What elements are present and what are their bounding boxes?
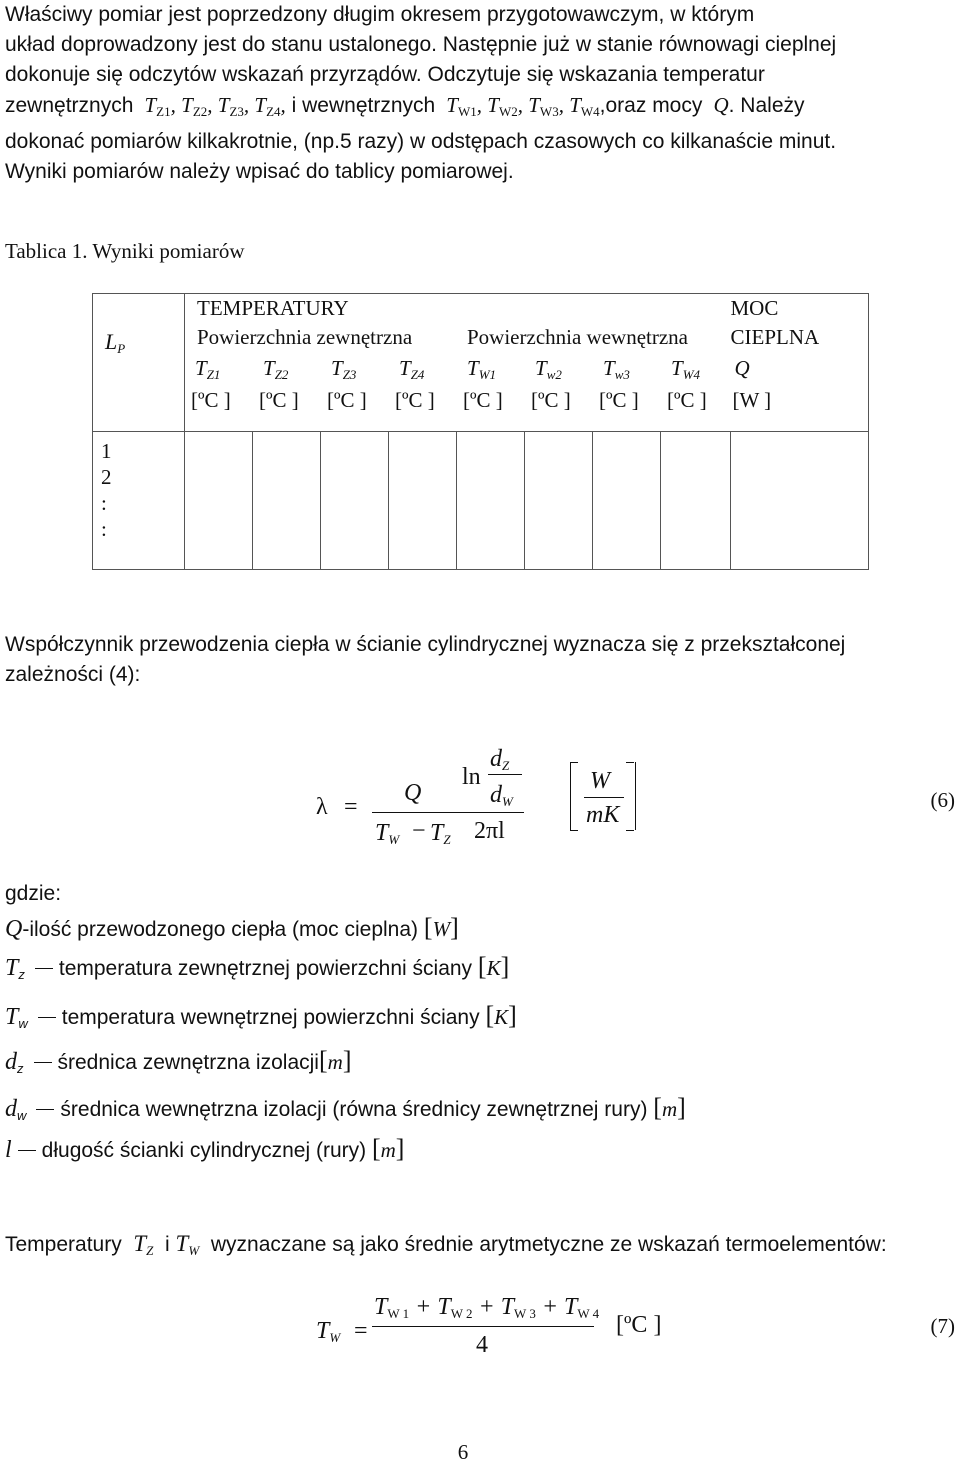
definition-l: l długość ścianki cylindrycznej (rury) [m] bbox=[5, 1134, 405, 1163]
temp-unit: [ºC ] bbox=[531, 388, 571, 412]
fraction-line bbox=[372, 812, 462, 813]
minus-sign: − bbox=[412, 818, 426, 844]
lp-symbol: $L_P$ bbox=[105, 329, 126, 356]
table-cell[interactable] bbox=[525, 432, 593, 570]
eq7-equals: = bbox=[354, 1318, 368, 1344]
bracket-top-left bbox=[570, 762, 578, 763]
equation-number-7: (7) bbox=[930, 1314, 955, 1338]
numerator-q: Q bbox=[404, 780, 422, 806]
definition-dz: $d_z$ średnica zewnętrzna izolacji[m] bbox=[5, 1046, 352, 1076]
dz-symbol: $d_Z$ bbox=[490, 746, 510, 773]
temp-column-z3: TZ3 bbox=[331, 356, 357, 382]
temp-unit: [ºC ] bbox=[395, 388, 435, 412]
intro-line: układ doprowadzony jest do stanu ustalonego. Następnie już w stanie równowagi cieplnej bbox=[5, 33, 837, 56]
intro-line: Właściwy pomiar jest poprzedzony długim okresem przygotowawczym, w którym bbox=[5, 3, 755, 26]
table-header-row bbox=[93, 294, 869, 432]
temp-unit: [ºC ] bbox=[259, 388, 299, 412]
coefficient-paragraph: Współczynnik przewodzenia ciepła w ścianie cylindrycznej wyznacza się z przekształconej zależności (4): bbox=[5, 633, 846, 686]
eq7-numerator: TW 1 + TW 2 + TW 3 + TW 4 bbox=[374, 1294, 600, 1321]
ln-fraction-line bbox=[488, 774, 522, 775]
temperature-columns bbox=[185, 356, 731, 426]
symbol-tw: TW1, TW2, TW3, TW4 bbox=[441, 93, 600, 119]
table-cell[interactable] bbox=[321, 432, 389, 570]
temperatures-title: TEMPERATURY bbox=[197, 296, 349, 320]
symbol-q: Q bbox=[708, 93, 729, 117]
power-header bbox=[731, 294, 869, 432]
bracket-top-right bbox=[626, 762, 634, 763]
second-fraction-line bbox=[462, 812, 524, 813]
power-unit: [W ] bbox=[732, 388, 772, 412]
definition-dw: $d_w$ średnica wewnętrzna izolacji (równa średnicy zewnętrznej rury) [m] bbox=[5, 1093, 686, 1123]
definition-tz: $T_z$ temperatura zewnętrznej powierzchni ściany [K] bbox=[5, 952, 510, 982]
temp-unit: [ºC ] bbox=[667, 388, 707, 412]
bracket-bottom-right bbox=[626, 830, 634, 831]
den-tz: $T_Z$ bbox=[430, 820, 451, 847]
temp-column-w2: Tw2 bbox=[535, 356, 562, 382]
intro-paragraph bbox=[5, 0, 955, 187]
lp-header bbox=[93, 294, 185, 432]
eq7-unit: [ºC ] bbox=[616, 1312, 662, 1338]
eq7-lhs: $T_W$ bbox=[316, 1318, 341, 1345]
table-cell[interactable] bbox=[253, 432, 321, 570]
intro-line: Wyniki pomiarów należy wpisać do tablicy pomiarowej. bbox=[5, 160, 514, 183]
table-cell[interactable] bbox=[593, 432, 661, 570]
where-label: gdzie: bbox=[5, 882, 62, 905]
eq7-fraction-line bbox=[372, 1326, 594, 1327]
ln-label: ln bbox=[462, 764, 481, 790]
temp-unit: [ºC ] bbox=[463, 388, 503, 412]
temp-column-z4: TZ4 bbox=[399, 356, 425, 382]
temp-column-w4: TW4 bbox=[671, 356, 701, 382]
row-numbers: 1 2 : : bbox=[93, 432, 185, 570]
unit-fraction-line bbox=[584, 797, 624, 798]
temp-unit: [ºC ] bbox=[191, 388, 231, 412]
den-tw: $T_W$ bbox=[375, 820, 400, 847]
table-cell[interactable] bbox=[457, 432, 525, 570]
temp-column-z2: TZ2 bbox=[263, 356, 289, 382]
power-title-2: CIEPLNA bbox=[730, 325, 820, 349]
bracket-bottom-left bbox=[570, 830, 578, 831]
two-pi-l: 2πl bbox=[474, 818, 505, 844]
table-row bbox=[93, 432, 869, 570]
temp-column-z1: TZ1 bbox=[195, 356, 221, 382]
inner-surface-label: Powierzchnia wewnętrzna bbox=[467, 325, 688, 349]
unit-denominator: mK bbox=[586, 802, 620, 828]
equation-6 bbox=[0, 740, 960, 860]
dw-symbol: $d_W$ bbox=[490, 782, 513, 809]
temperatures-sentence: Temperatury $T_Z$ i $T_W$ wyznaczane są jako średnie arytmetyczne ze wskazań termoelementów: bbox=[5, 1231, 887, 1258]
power-symbol: Q bbox=[734, 356, 750, 380]
outer-surface-label: Powierzchnia zewnętrzna bbox=[197, 325, 413, 349]
symbol-tz1: TZ1, TZ2, TZ3, TZ4, bbox=[139, 93, 286, 119]
intro-line: dokonuje się odczytów wskazań przyrządów. Odczytuje się wskazania temperatur bbox=[5, 63, 765, 86]
table-cell[interactable] bbox=[661, 432, 731, 570]
definition-tw: $T_w$ temperatura wewnętrznej powierzchni ściany [K] bbox=[5, 1001, 517, 1031]
unit-numerator: W bbox=[590, 768, 610, 794]
temp-column-w1: TW1 bbox=[467, 356, 497, 382]
equation-7 bbox=[0, 1290, 960, 1370]
equals-sign: = bbox=[344, 794, 358, 820]
table-cell[interactable] bbox=[389, 432, 457, 570]
intro-line-symbols: zewnętrznych TZ1, TZ2, TZ3, TZ4, i wewnętrznych TW1, TW2, TW3, TW4,oraz mocy Q. Należy bbox=[5, 93, 805, 119]
equation-number-6: (6) bbox=[930, 788, 955, 812]
intro-line: dokonać pomiarów kilkakrotnie, (np.5 razy) w odstępach czasowych co kilkanaście minut. bbox=[5, 130, 837, 153]
eq7-denominator: 4 bbox=[476, 1332, 488, 1358]
lambda-symbol: λ bbox=[316, 794, 328, 820]
page-number: 6 bbox=[457, 1440, 469, 1464]
temp-column-w3: Tw3 bbox=[603, 356, 630, 382]
power-title-1: MOC bbox=[730, 296, 779, 320]
temp-unit: [ºC ] bbox=[327, 388, 367, 412]
table-cell[interactable] bbox=[731, 432, 869, 570]
temp-unit: [ºC ] bbox=[599, 388, 639, 412]
temperatures-header bbox=[185, 294, 731, 432]
table-cell[interactable] bbox=[185, 432, 253, 570]
definition-q: Q-ilość przewodzonego ciepła (moc cieplna) [W] bbox=[5, 913, 459, 942]
measurement-table bbox=[92, 293, 869, 570]
table-caption: Tablica 1. Wyniki pomiarów bbox=[5, 239, 245, 263]
